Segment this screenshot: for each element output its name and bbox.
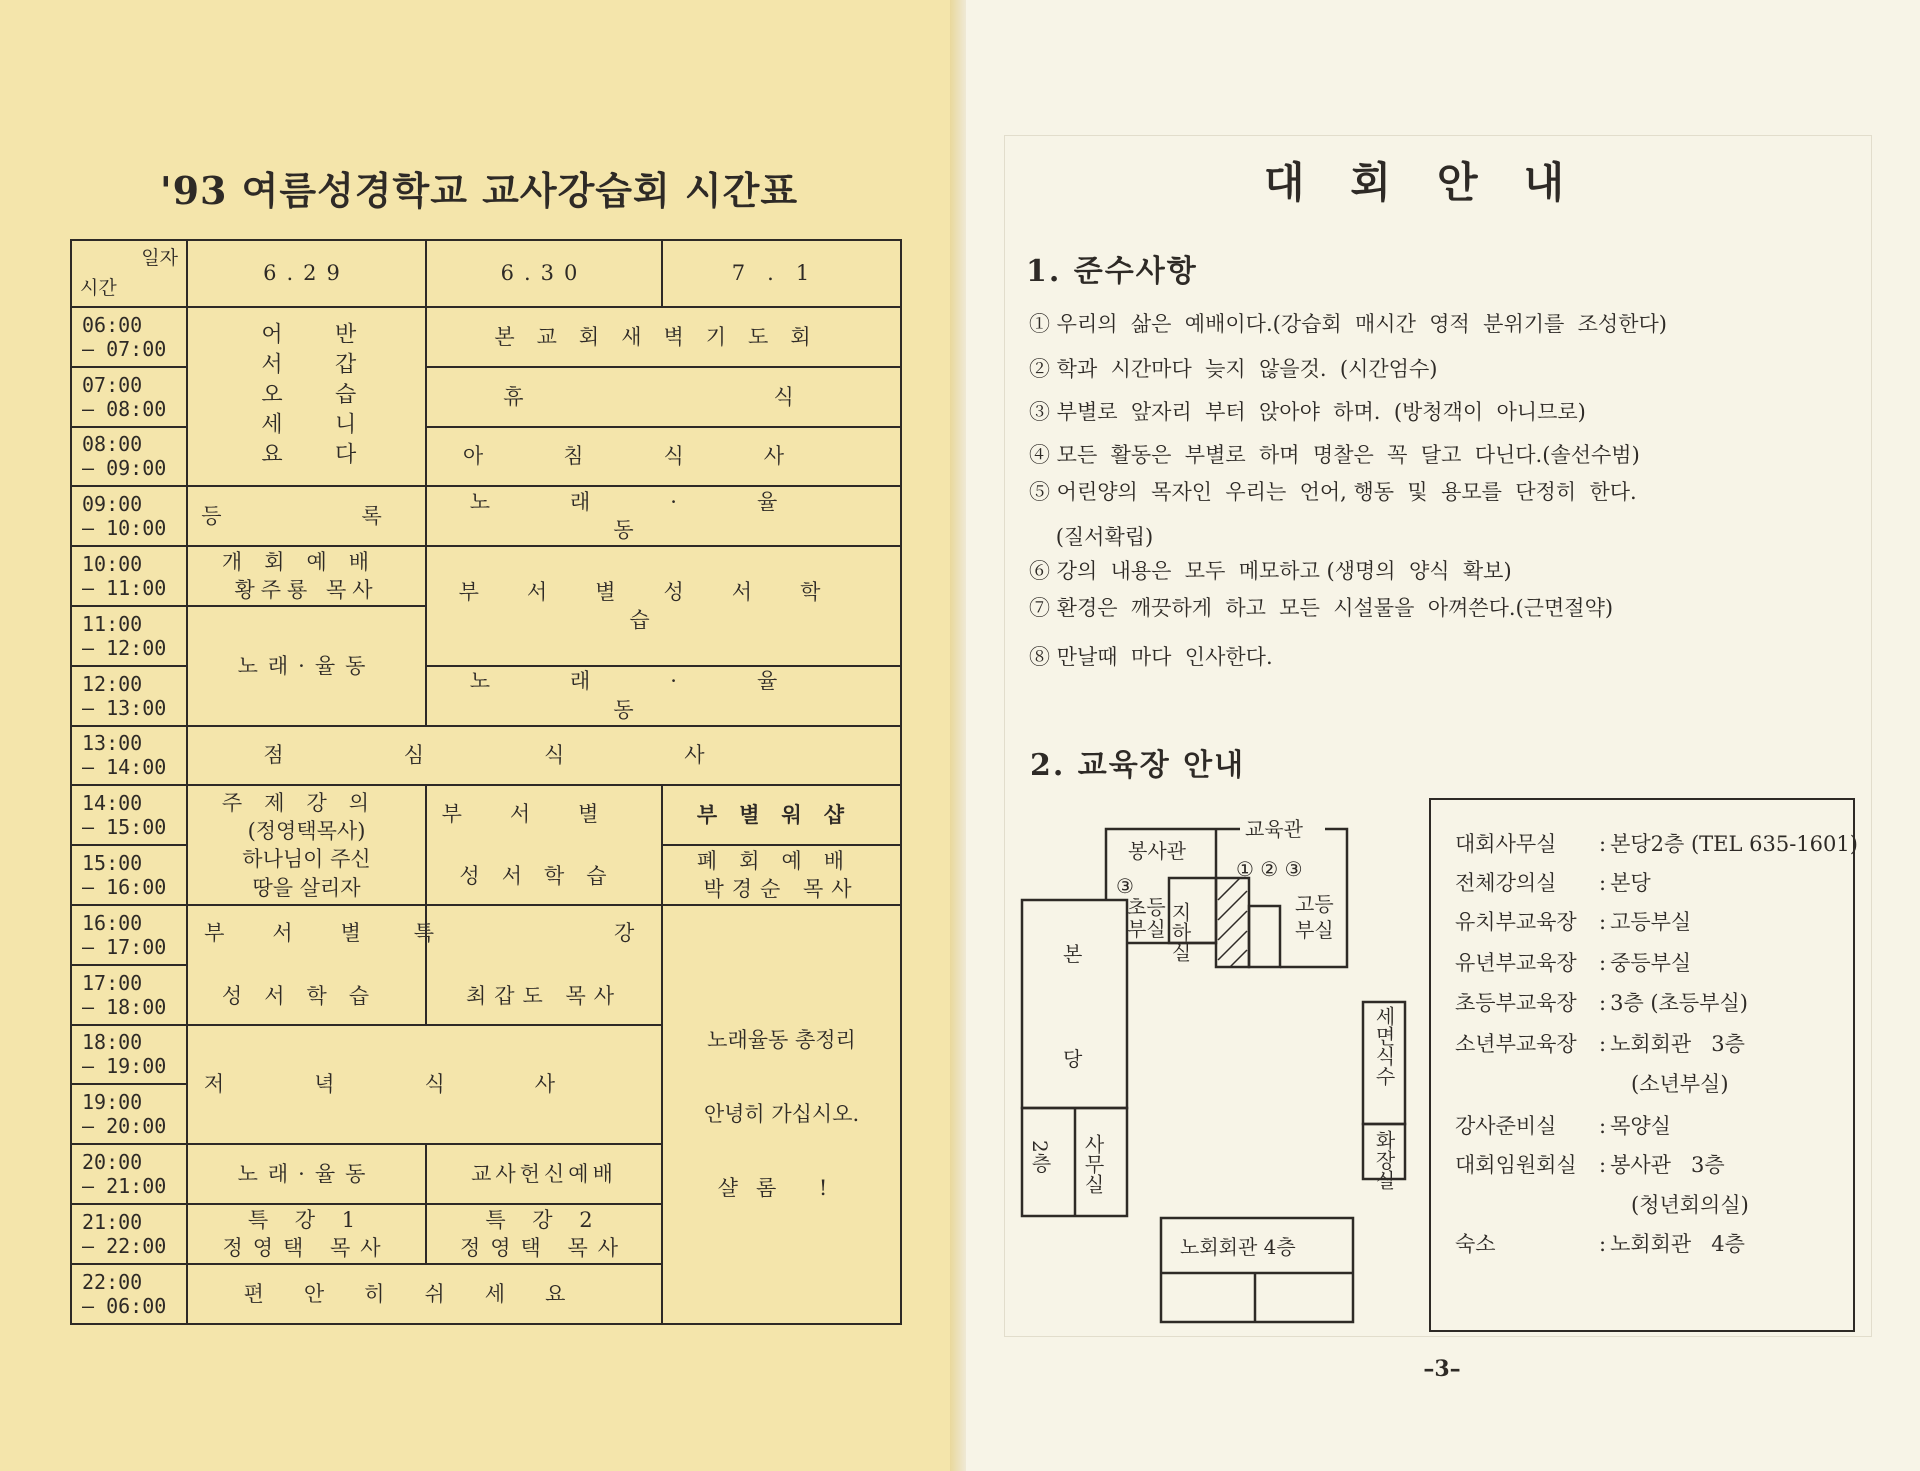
time-end: – 18:00 bbox=[82, 994, 167, 1019]
cell-text: 땅을 살리자 bbox=[252, 875, 361, 900]
cell-text: 노래율동 총정리 bbox=[707, 1027, 856, 1052]
time-start: 22:00 bbox=[82, 1269, 143, 1294]
office-label: 사무실 bbox=[1081, 1134, 1105, 1194]
info-key: 숙소 bbox=[1455, 1232, 1496, 1256]
rule-item: ④ 모든 활동은 부별로 하며 명찰은 꼭 달고 다닌다.(솔선수범) bbox=[1029, 443, 1640, 467]
cell-text: 주제강의 bbox=[221, 790, 392, 815]
info-key: 대회사무실 bbox=[1455, 832, 1557, 856]
time-start: 10:00 bbox=[82, 552, 143, 577]
info-key: 소년부교육장 bbox=[1455, 1032, 1577, 1056]
cell-text: 정영택 목사 bbox=[222, 1235, 391, 1260]
cell-text: 성서학습 bbox=[459, 864, 629, 889]
cell-text: 샬롬 ! bbox=[717, 1176, 846, 1201]
time-end: – 13:00 bbox=[82, 695, 167, 720]
cell-text: 최갑도 목사 bbox=[465, 983, 623, 1008]
time-start: 06:00 bbox=[82, 312, 143, 337]
welcome-text: 반갑습니다 bbox=[331, 321, 357, 472]
cell-text: 황주룡 목사 bbox=[234, 578, 379, 603]
floor-2-label: 2층 bbox=[1028, 1140, 1052, 1173]
info-row: 유년부교육장 : 중등부실 bbox=[1455, 947, 1691, 977]
high-school-room-label: 고등 bbox=[1295, 892, 1334, 916]
time-start: 08:00 bbox=[82, 432, 143, 457]
service-hall-label: 봉사관 bbox=[1128, 839, 1186, 863]
info-key: 전체강의실 bbox=[1455, 871, 1557, 895]
welcome-text: 어서오세요 bbox=[257, 321, 283, 472]
cell-text: 안녕히 가십시오. bbox=[703, 1102, 860, 1127]
washroom-label: 세면식수 bbox=[1372, 1006, 1396, 1086]
info-value: 목양실 bbox=[1610, 1114, 1671, 1138]
cell-text: 박경순 목사 bbox=[703, 877, 860, 902]
time-end: – 06:00 bbox=[82, 1293, 167, 1318]
time-end: – 21:00 bbox=[82, 1174, 167, 1199]
info-key: 강사준비실 bbox=[1455, 1114, 1557, 1138]
info-row: 숙소 : 노회회관 4층 bbox=[1455, 1228, 1745, 1258]
cell-text: 성서학습 bbox=[221, 983, 392, 1008]
date-label: 6.29 bbox=[263, 261, 350, 286]
presbytery-hall-block bbox=[1161, 1218, 1353, 1322]
venue-info-box bbox=[1429, 798, 1858, 1332]
cell-text: 부서별성서학습 bbox=[458, 579, 869, 632]
info-row: 소년부교육장 : 노회회관 3층 bbox=[1455, 1028, 1745, 1058]
time-start: 18:00 bbox=[82, 1030, 143, 1055]
date-label: 6.30 bbox=[500, 261, 588, 286]
time-start: 14:00 bbox=[82, 791, 143, 816]
info-value: 본당 bbox=[1610, 871, 1651, 895]
time-start: 13:00 bbox=[82, 731, 143, 756]
time-end: – 12:00 bbox=[82, 635, 167, 660]
info-value: 노회회관 3층 bbox=[1610, 1032, 1745, 1056]
time-end: – 19:00 bbox=[82, 1054, 167, 1079]
cell-text: 부서별 bbox=[441, 801, 647, 826]
time-end: – 16:00 bbox=[82, 875, 167, 900]
high-school-room-label: 부실 bbox=[1295, 918, 1334, 942]
cell-text: 등 록 bbox=[201, 504, 412, 529]
time-end: – 20:00 bbox=[82, 1114, 167, 1139]
time-start: 21:00 bbox=[82, 1209, 143, 1234]
time-end: – 14:00 bbox=[82, 755, 167, 780]
info-value: 고등부실 bbox=[1610, 910, 1692, 934]
cell-text: 부별워샵 bbox=[696, 802, 867, 828]
restroom-label: 화장실 bbox=[1372, 1130, 1396, 1190]
info-row: 초등부교육장 : 3층 (초등부실) bbox=[1455, 987, 1748, 1017]
time-end: – 15:00 bbox=[82, 815, 167, 840]
time-end: – 08:00 bbox=[82, 396, 167, 421]
rule-item: ⑧ 만날때 마다 인사한다. bbox=[1029, 645, 1273, 669]
info-value: 중등부실 bbox=[1610, 951, 1692, 975]
cell-text: 아침식사 bbox=[462, 444, 865, 469]
elementary-room-label: 부실 bbox=[1127, 917, 1166, 941]
education-hall-label: 교육관 bbox=[1245, 817, 1303, 841]
time-start: 09:00 bbox=[82, 492, 143, 517]
cell-text: 폐회예배 bbox=[696, 848, 867, 873]
guide-title: 대회안내 bbox=[1263, 158, 1611, 207]
rule-item: ① 우리의 삶은 예배이다.(강습회 매시간 영적 분위기를 조성한다) bbox=[1029, 312, 1667, 336]
rule-item: ⑤ 어린양의 목자인 우리는 언어, 행동 및 용모를 단정히 한다. bbox=[1029, 480, 1637, 504]
cell-text: 편안히쉬세요 bbox=[243, 1281, 606, 1306]
cell-text: 개회예배 bbox=[221, 549, 392, 574]
cell-text: 특 강 2 bbox=[485, 1207, 603, 1232]
cell-text: 부서별 bbox=[204, 921, 409, 946]
time-label: 시간 bbox=[80, 276, 117, 299]
info-row bbox=[1631, 1068, 1729, 1098]
info-key: 유년부교육장 bbox=[1455, 951, 1577, 975]
cell-text: 정영택 목사 bbox=[459, 1235, 629, 1260]
rule-item: (질서확립) bbox=[1029, 525, 1154, 549]
time-end: – 22:00 bbox=[82, 1233, 167, 1258]
time-end: – 11:00 bbox=[82, 576, 167, 601]
elementary-room-label: 초등 bbox=[1127, 895, 1166, 919]
time-end: – 17:00 bbox=[82, 934, 167, 959]
presbytery-hall-label: 노회회관 4층 bbox=[1180, 1235, 1296, 1259]
rule-item: ③ 부별로 앞자리 부터 앉아야 하며. (방청객이 아니므로) bbox=[1029, 400, 1586, 424]
time-end: – 09:00 bbox=[82, 456, 167, 481]
page-number: –3– bbox=[1423, 1356, 1461, 1382]
cell-text: 특 강 1 bbox=[247, 1207, 366, 1232]
info-value: 3층 (초등부실) bbox=[1610, 991, 1748, 1015]
date-label: 7.1 bbox=[731, 261, 832, 286]
rule-item: ⑥ 강의 내용은 모두 메모하고 (생명의 양식 확보) bbox=[1029, 559, 1512, 583]
cell-text: (정영택목사) bbox=[247, 818, 366, 843]
cell-text: 노래·율동 bbox=[237, 653, 376, 678]
schedule-title: '93 여름성경학교 교사강습회 시간표 bbox=[159, 168, 799, 213]
info-value: 노회회관 4층 bbox=[1610, 1232, 1745, 1256]
section-venue-heading: 2. 교육장 안내 bbox=[1030, 748, 1246, 783]
time-start: 12:00 bbox=[82, 671, 143, 696]
cell-text: 노래·율동 bbox=[469, 669, 858, 722]
main-hall-label: 당 bbox=[1063, 1047, 1083, 1071]
time-start: 17:00 bbox=[82, 970, 143, 995]
time-start: 16:00 bbox=[82, 910, 143, 935]
main-hall-block bbox=[1022, 900, 1127, 1108]
info-value: (청년회의실) bbox=[1631, 1193, 1749, 1217]
time-start: 19:00 bbox=[82, 1090, 143, 1115]
rule-item: ⑦ 환경은 깨끗하게 하고 모든 시설물을 아껴쓴다.(근면절약) bbox=[1029, 596, 1614, 620]
main-hall-label: 본 bbox=[1063, 942, 1083, 966]
info-key: 초등부교육장 bbox=[1455, 991, 1577, 1015]
circled-3-label: ③ bbox=[1116, 874, 1134, 898]
cell-text: 본교회새벽기도회 bbox=[494, 324, 833, 349]
info-value: 봉사관 3층 bbox=[1610, 1153, 1725, 1177]
day-label: 일자 bbox=[141, 246, 178, 269]
info-value: 본당2층 (TEL 635-1601) bbox=[1610, 832, 1858, 856]
circled-rooms-label: ① ② ③ bbox=[1236, 857, 1303, 881]
info-key: 유치부교육장 bbox=[1455, 910, 1577, 934]
info-key: 대회임원회실 bbox=[1455, 1153, 1577, 1177]
cell-text: 하나님이 주신 bbox=[242, 847, 371, 872]
info-row: 유치부교육장 : 고등부실 bbox=[1455, 906, 1691, 936]
time-start: 07:00 bbox=[82, 372, 143, 397]
cell-text: 점심식사 bbox=[263, 743, 825, 768]
info-row: 대회임원회실 : 봉사관 3층 bbox=[1455, 1149, 1725, 1179]
cell-text: 저녁식사 bbox=[203, 1072, 646, 1097]
basement-room-label: 지하실 bbox=[1168, 902, 1192, 962]
cell-text: 노래·율동 bbox=[469, 489, 858, 543]
time-start: 15:00 bbox=[82, 851, 143, 876]
cell-text: 노래·율동 bbox=[237, 1161, 376, 1186]
cell-text: 휴 식 bbox=[503, 384, 824, 409]
time-end: – 10:00 bbox=[82, 516, 167, 541]
cell-text: 교사헌신예배 bbox=[471, 1161, 617, 1186]
info-value: (소년부실) bbox=[1631, 1072, 1729, 1096]
info-row bbox=[1631, 1189, 1749, 1219]
cell-text: 특 강 bbox=[413, 921, 675, 946]
section-rules-heading: 1. 준수사항 bbox=[1026, 254, 1198, 289]
time-end: – 07:00 bbox=[82, 336, 167, 361]
rule-item: ② 학과 시간마다 늦지 않을것. (시간엄수) bbox=[1029, 357, 1438, 381]
time-start: 11:00 bbox=[82, 611, 143, 636]
info-row: 전체강의실 : 본당 bbox=[1455, 867, 1651, 897]
info-row: 강사준비실 : 목양실 bbox=[1455, 1110, 1671, 1140]
time-start: 20:00 bbox=[82, 1150, 143, 1175]
info-row: 대회사무실 : 본당2층 (TEL 635-1601) bbox=[1455, 828, 1858, 858]
